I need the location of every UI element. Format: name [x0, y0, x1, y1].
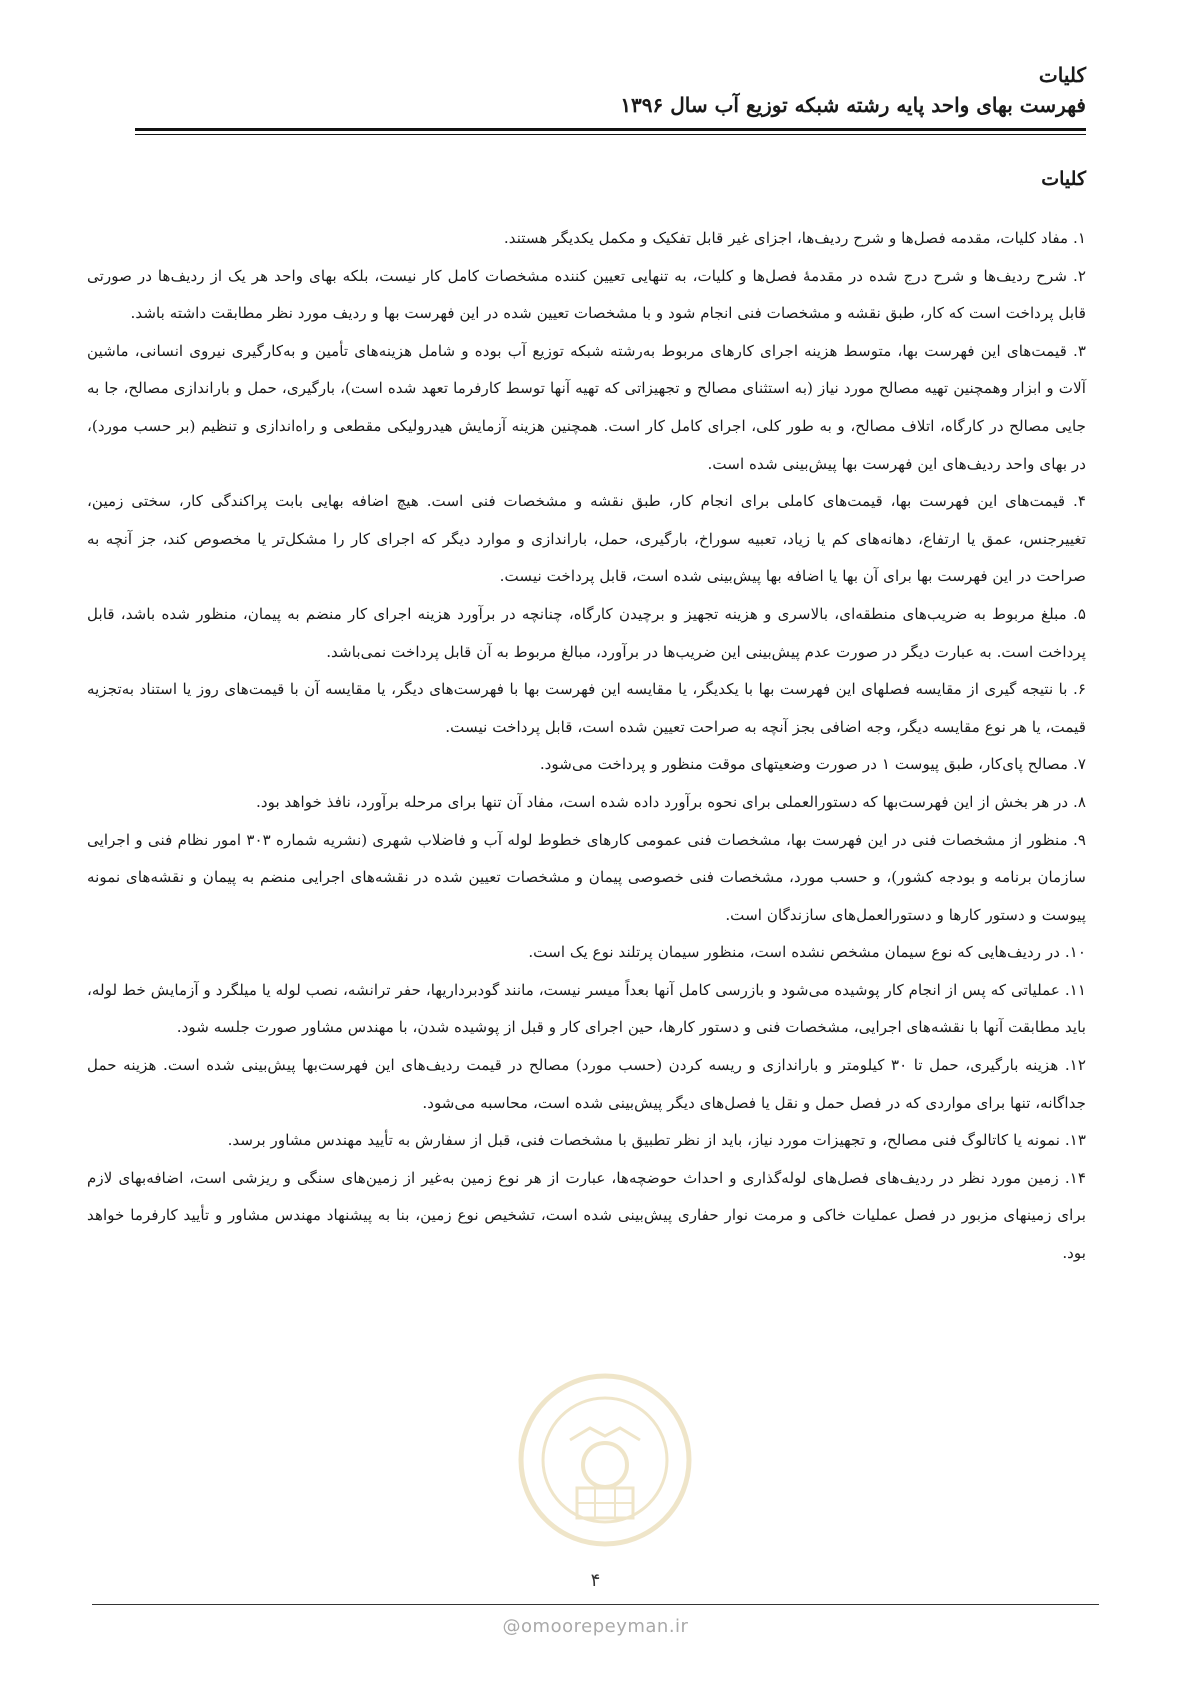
paragraph-12: ۱۲. هزینه بارگیری، حمل تا ۳۰ کیلومتر و باراندازی و ریسه کردن (حسب مورد) مصالح در قیمت ردیف‌های این فهرست‌بها پیش‌بینی شده است. هزینه حمل جداگانه، تنها برای مواردی که در فصل حمل و نقل یا فصل‌های دیگر پیش‌بینی شده است، محاسبه می‌شود.: [87, 1056, 1086, 1112]
document-body: [87, 220, 1086, 1273]
paragraph-11: ۱۱. عملیاتی که پس از انجام کار پوشیده می‌شود و بازرسی کامل آنها بعداً میسر نیست، مانند گودبرداریها، حفر ترانشه، نصب لوله یا میلگرد و آزمایش خط لوله، باید مطابقت آنها با نقشه‌های اجرایی، مشخصات فنی و دستور کارها، حین اجرای کار و قبل از پوشیده شدن، با مهندس مشاور صورت جلسه شود.: [87, 980, 1086, 1037]
page-header: [135, 60, 1086, 120]
paragraph-3: ۳. قیمت‌های این فهرست بها، متوسط هزینه اجرای کارهای مربوط به‌رشته شبکه توزیع آب بوده و شامل هزینه‌های تأمین و به‌کارگیری نیروی انسانی، ماشین آلات و ابزار وهمچنین تهیه مصالح مورد نیاز (به استثنای مصالح و تجهیزاتی که تهیه آنها توسط کارفرما تعهد شده است)، بارگیری، حمل و باراندازی مصالح، جا به جایی مصالح در کارگاه، اتلاف مصالح، و به طور کلی، اجرای کامل کار است. همچنین هزینه آزمایش هیدرولیکی مقطعی و راه‌اندازی و تنظیم (بر حسب مورد)، در بهای واحد ردیف‌های این فهرست بها پیش‌بینی شده است.: [87, 341, 1086, 473]
page-number: ۴: [590, 1570, 601, 1591]
paragraph-13: ۱۳. نمونه یا کاتالوگ فنی مصالح، و تجهیزات مورد نیاز، باید از نظر تطبیق با مشخصات فنی، قبل از سفارش به تأیید مهندس مشاور برسد.: [227, 1131, 1086, 1150]
paragraph-9: ۹. منظور از مشخصات فنی در این فهرست بها، مشخصات فنی عمومی کارهای خطوط لوله آب و فاضلاب شهری (نشریه شماره ۳۰۳ امور نظام فنی و اجرایی سازمان برنامه و بودجه کشور)، و حسب مورد، مشخصات فنی خصوصی پیمان و مشخصات تعیین شده در نقشه‌های اجرایی منضم به پیمان و نقشه‌های نمونه پیوست و دستور کارها و دستورالعمل‌های سازندگان است.: [87, 830, 1086, 924]
paragraph-2: ۲. شرح ردیف‌ها و شرح درج شده در مقدمهٔ فصل‌ها و کلیات، به تنهایی تعیین کننده مشخصات کامل کار نیست، بلکه بهای واحد هر یک از ردیف‌ها در صورتی قابل پرداخت است که کار، طبق نقشه و مشخصات فنی انجام شود و با مشخصات تعیین شده در این فهرست بها و ردیف مورد نظر مطابقت داشته باشد.: [87, 266, 1086, 323]
paragraph-7: ۷. مصالح پای‌کار، طبق پیوست ۱ در صورت وضعیتهای موقت منظور و پرداخت می‌شود.: [539, 755, 1086, 774]
header-rule-thin: [135, 134, 1086, 135]
paragraph-8: ۸. در هر بخش از این فهرست‌بها که دستورالعملی برای نحوه برآورد داده شده است، مفاد آن تنها برای مرحله برآورد، نافذ خواهد بود.: [256, 792, 1086, 811]
header-title: کلیات: [1038, 63, 1086, 87]
section-title: کلیات: [1041, 168, 1086, 190]
footer-rule: [92, 1604, 1099, 1605]
paragraph-1: ۱. مفاد کلیات، مقدمه فصل‌ها و شرح ردیف‌ها، اجزای غیر قابل تفکیک و مکمل یکدیگر هستند.: [503, 229, 1086, 247]
paragraph-5: ۵. مبلغ مربوط به ضریب‌های منطقه‌ای، بالاسری و هزینه تجهیز و برچیدن کارگاه، چنانچه در برآورد هزینه اجرای کار منضم به پیمان، منظور شده باشد، قابل پرداخت است. به عبارت دیگر در صورت عدم پیش‌بینی این ضریب‌ها در برآورد، مبالغ مربوط به آن قابل پرداخت نمی‌باشد.: [87, 604, 1086, 661]
watermark-seal-icon: [515, 1370, 695, 1550]
paragraph-6: ۶. با نتیجه گیری از مقایسه فصلهای این فهرست بها با یکدیگر، یا مقایسه این فهرست بها با فهرست‌های دیگر، یا مقایسه آن با قیمت‌های روز یا استناد به‌تجزیه قیمت، یا هر نوع مقایسه دیگر، وجه اضافی بجز آنچه به صراحت تعیین شده است، قابل پرداخت نیست.: [87, 680, 1086, 736]
watermark-text: @omoorepeyman.ir: [502, 1616, 689, 1637]
header-rule-thick: [135, 128, 1086, 131]
paragraph-4: ۴. قیمت‌های این فهرست بها، قیمت‌های کاملی برای انجام کار، طبق نقشه و مشخصات فنی است. هیچ اضافه بهایی بابت پراکندگی کار، سختی زمین، تغییرجنس، عمق یا ارتفاع، دهانه‌های کم یا زیاد، تعبیه سوراخ، بارگیری، حمل، باراندازی و موارد دیگر که اجرای کار را مشکل‌تر یا مخصوص کند، جز آنچه به صراحت در این فهرست بها برای آن بها یا اضافه بها پیش‌بینی شده است، قابل پرداخت نیست.: [87, 492, 1086, 586]
header-subtitle: فهرست بهای واحد پایه رشته شبکه توزیع آب سال ۱۳۹۶: [620, 93, 1086, 117]
paragraph-14: ۱۴. زمین مورد نظر در ردیف‌های فصل‌های لوله‌گذاری و احداث حوضچه‌ها، عبارت از هر نوع زمین به‌غیر از زمین‌های سنگی و ریزشی است، اضافه‌بهای لازم برای زمینهای مزبور در فصل عملیات خاکی و مرمت نوار حفاری پیش‌بینی شده است، تشخیص نوع زمین، بنا به پیشنهاد مهندس مشاور و تأیید کارفرما خواهد بود.: [87, 1168, 1086, 1263]
paragraph-10: ۱۰. در ردیف‌هایی که نوع سیمان مشخص نشده است، منظور سیمان پرتلند نوع یک است.: [528, 943, 1086, 962]
